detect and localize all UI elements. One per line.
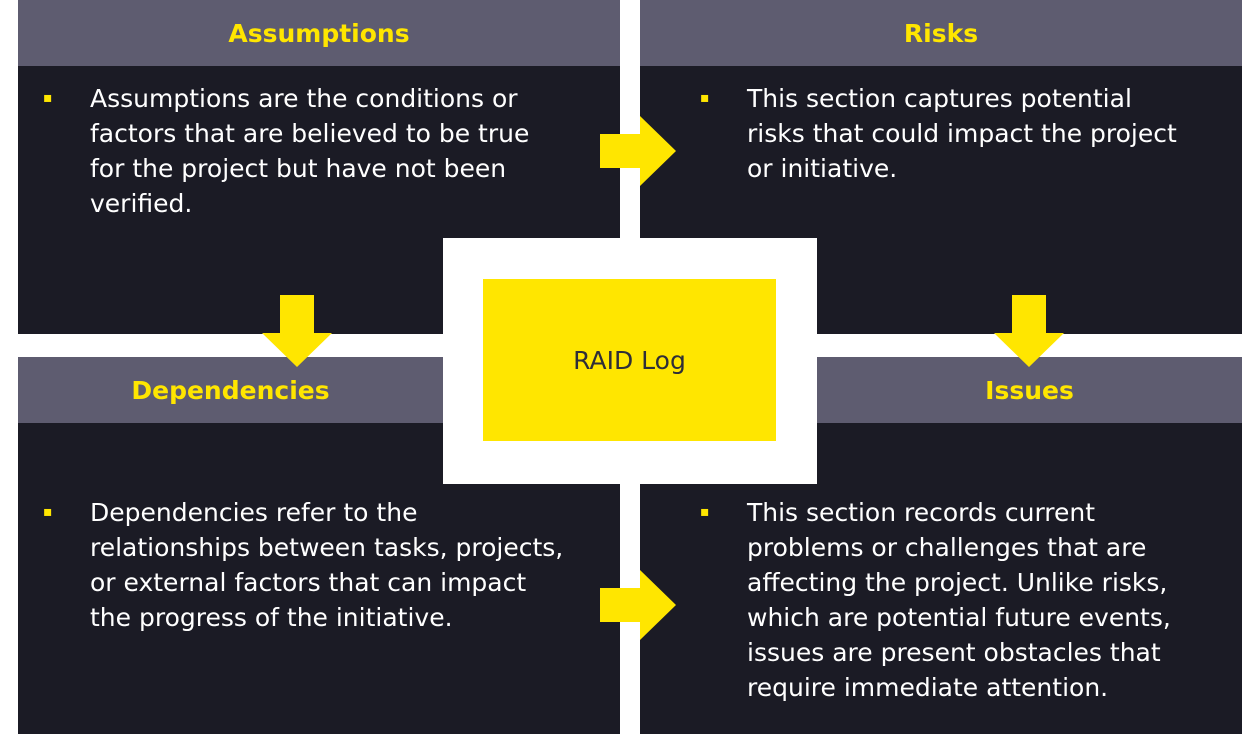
- dependencies-header: Dependencies: [18, 357, 443, 423]
- issues-header: Issues: [817, 357, 1242, 423]
- assumptions-line: verified.: [90, 189, 193, 218]
- risks-line: This section captures potential: [747, 84, 1132, 113]
- risks-line: risks that could impact the project: [747, 119, 1177, 148]
- bullet-icon: ▪: [700, 90, 710, 106]
- issues-line: which are potential future events,: [747, 603, 1171, 632]
- arrow-down-icon: [994, 295, 1064, 367]
- bullet-icon: ▪: [43, 90, 53, 106]
- raid-log-box: [483, 279, 776, 441]
- dependencies-line: or external factors that can impact: [90, 568, 527, 597]
- assumptions-line: factors that are believed to be true: [90, 119, 530, 148]
- raid-log-label: RAID Log: [573, 345, 686, 375]
- dependencies-line: Dependencies refer to the: [90, 498, 418, 527]
- dependencies-line: the progress of the initiative.: [90, 603, 453, 632]
- issues-line: issues are present obstacles that: [747, 638, 1161, 667]
- arrow-down-icon: [262, 295, 332, 367]
- risks-line: or initiative.: [747, 154, 898, 183]
- arrow-right-icon: [600, 116, 678, 186]
- assumptions-line: for the project but have not been: [90, 154, 507, 183]
- issues-line: This section records current: [747, 498, 1096, 527]
- assumptions-header: Assumptions: [18, 0, 620, 66]
- arrow-right-icon: [600, 570, 678, 640]
- issues-line: problems or challenges that are: [747, 533, 1147, 562]
- risks-header: Risks: [640, 0, 1242, 66]
- dependencies-line: relationships between tasks, projects,: [90, 533, 564, 562]
- bullet-icon: ▪: [700, 504, 710, 520]
- issues-line: affecting the project. Unlike risks,: [747, 568, 1168, 597]
- bullet-icon: ▪: [43, 504, 53, 520]
- issues-line: require immediate attention.: [747, 673, 1109, 702]
- assumptions-line: Assumptions are the conditions or: [90, 84, 518, 113]
